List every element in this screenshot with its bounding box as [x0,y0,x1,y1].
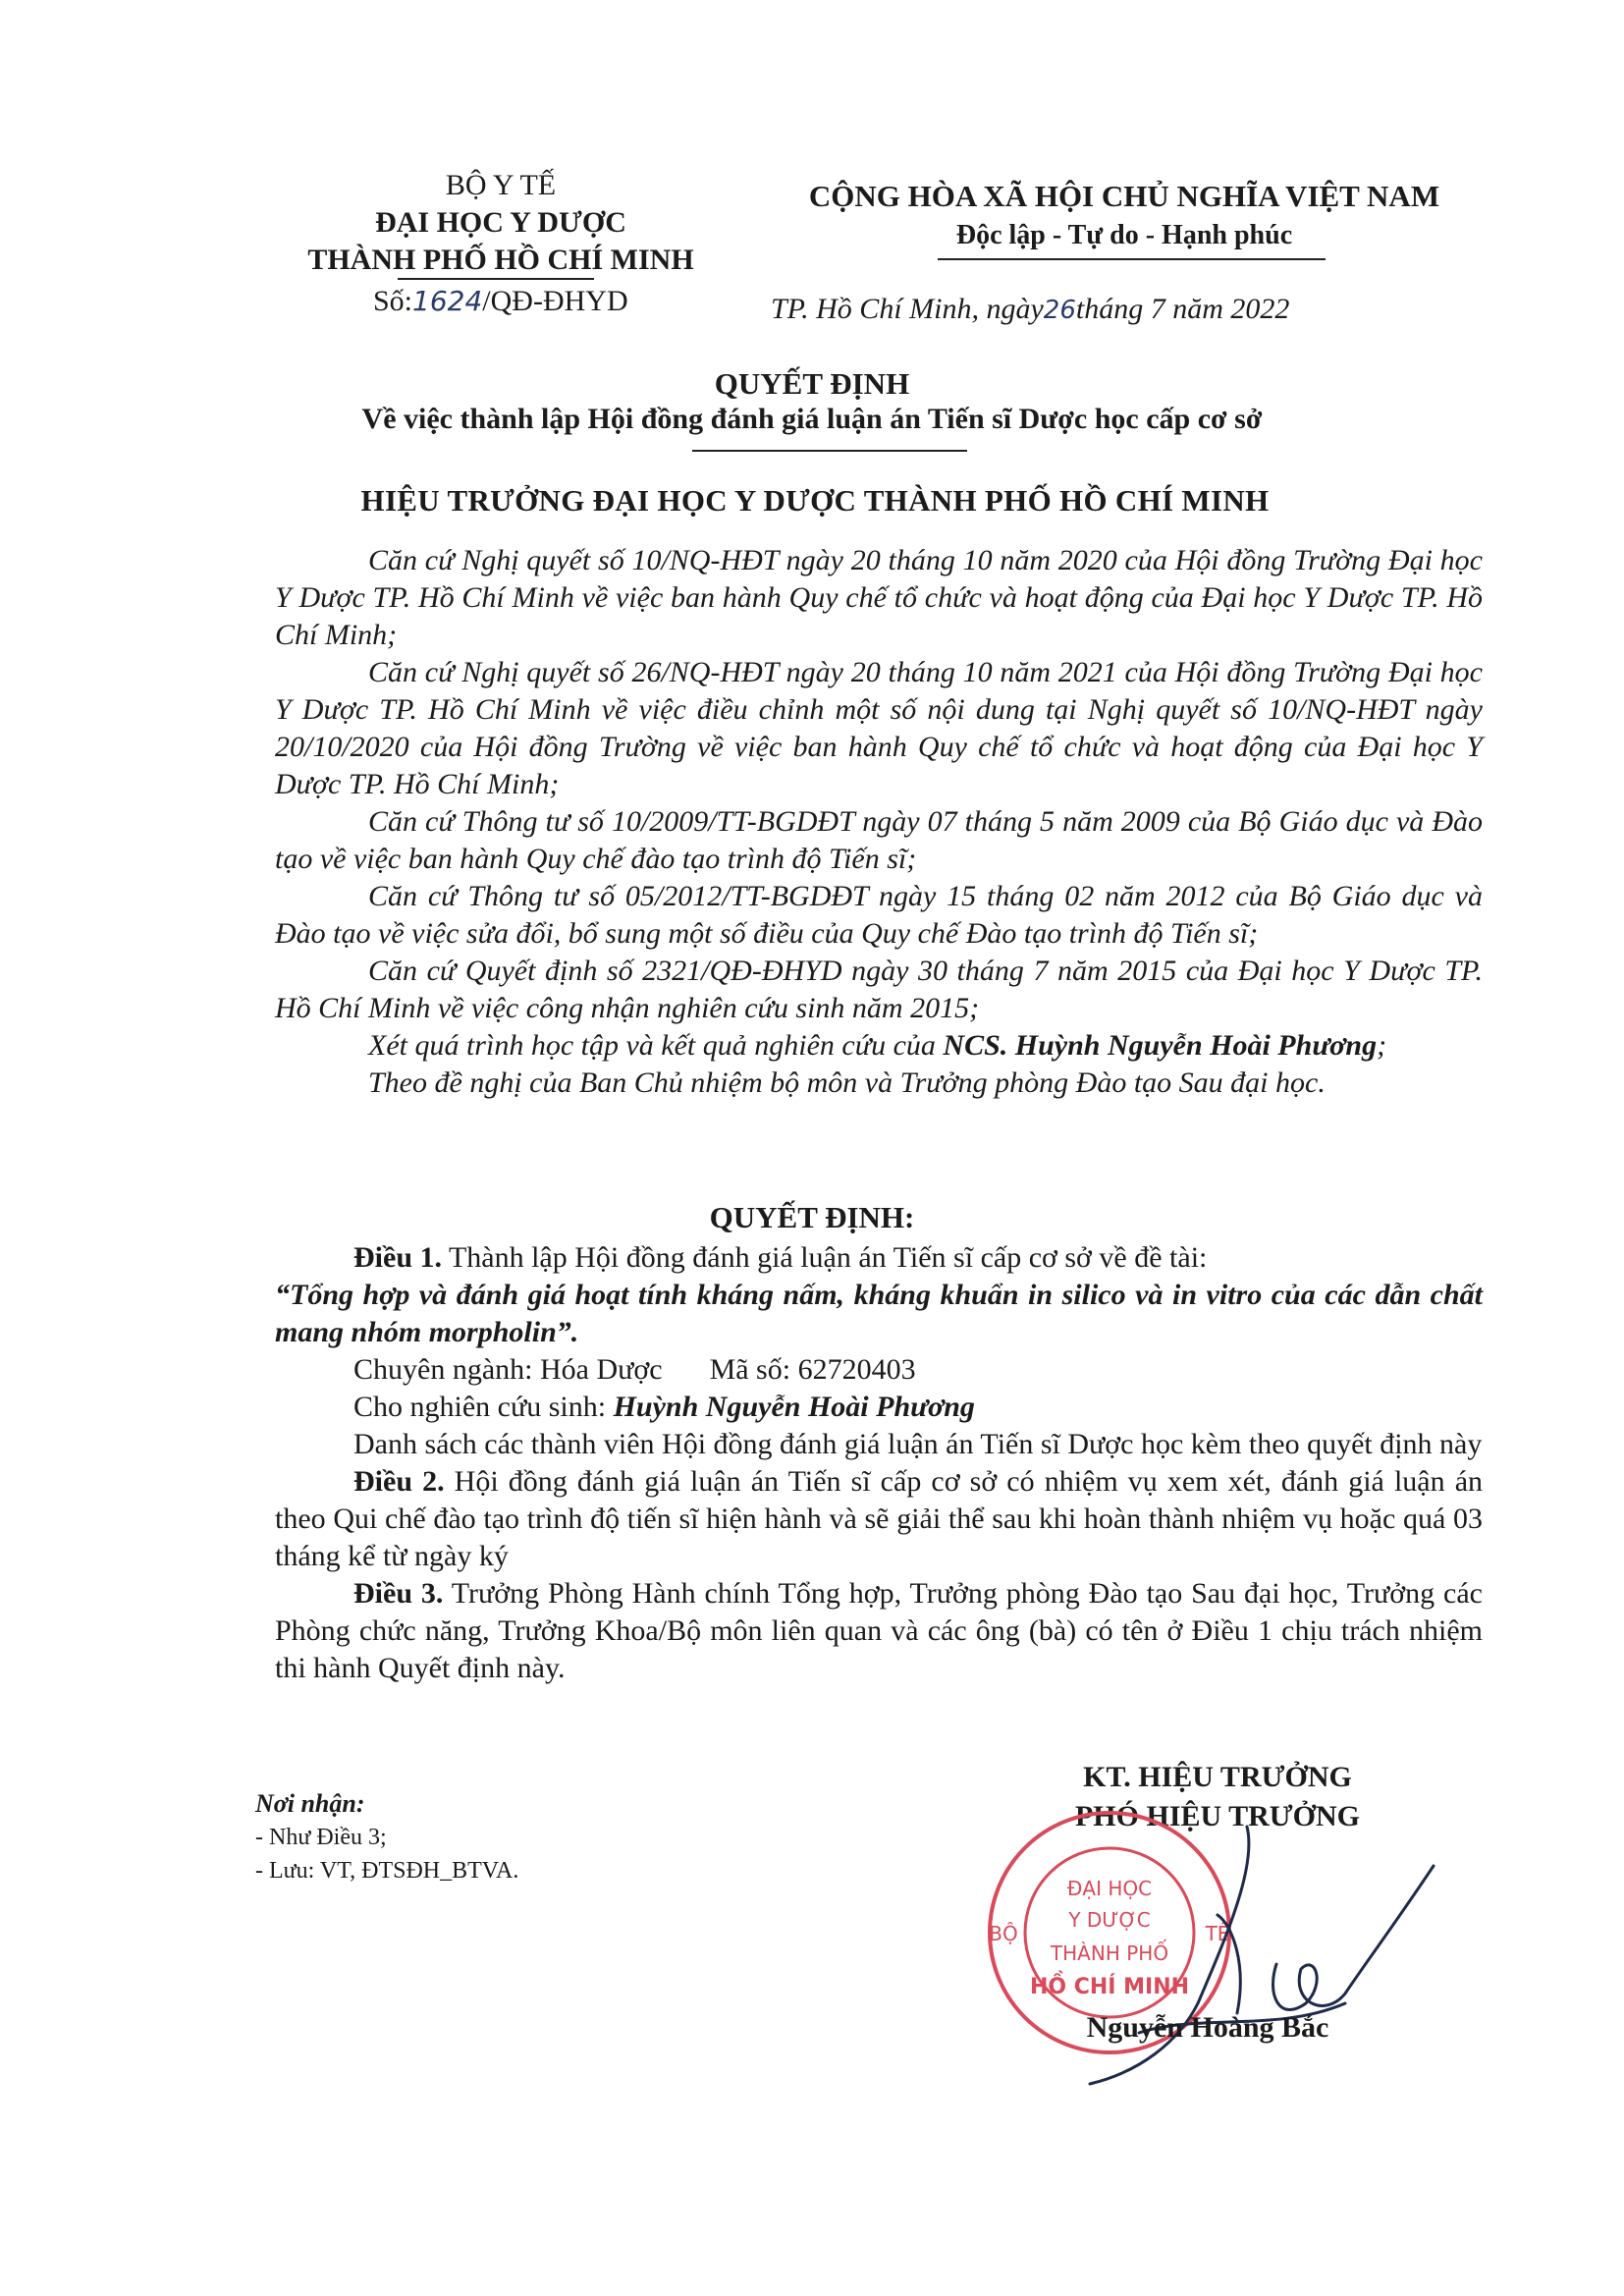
signer-name: Nguyễn Hoàng Bắc [1086,2011,1329,2044]
date-suffix: tháng 7 năm 2022 [1075,293,1290,325]
article-2-label: Điều 2. [353,1465,445,1498]
legal-basis-4: Căn cứ Thông tư số 05/2012/TT-BGDĐT ngày 15 tháng 02 năm 2012 của Bộ Giáo dục và Đào tạo về việc sửa đổi, bổ sung một số điều của Quy chế Đào tạo trình độ Tiến sĩ; [275,880,1483,950]
candidate-name: Huỳnh Nguyễn Hoài Phương [613,1391,975,1423]
nation-name: CỘNG HÒA XÃ HỘI CHỦ NGHĨA VIỆT NAM [808,179,1440,213]
seal-right-text: TẾ [1205,1922,1230,1945]
major-code: Mã số: 62720403 [709,1353,916,1386]
university-name-line1: ĐẠI HỌC Y DƯỢC [375,206,626,239]
document-number [373,285,668,318]
ministry-name: BỘ Y TẾ [445,169,557,201]
candidate-line [275,1389,1483,1426]
decision-section-heading: QUYẾT ĐỊNH: [709,1200,915,1234]
articles [275,1239,1483,1687]
seal-line-3: THÀNH PHỐ [1050,1941,1169,1965]
motto-underline [938,258,1326,260]
national-motto: Độc lập - Tự do - Hạnh phúc [955,220,1293,250]
consideration [275,1027,1483,1065]
signature-title-2: PHÓ HIỆU TRƯỞNG [1074,1800,1361,1832]
article-3-text: Trưởng Phòng Hành chính Tổng hợp, Trưởng phòng Đào tạo Sau đại học, Trưởng các Phòng chức năng, Trưởng Khoa/Bộ môn liên quan và các ông (bà) có tên ở Điều 1 chịu trách nhiệm thi hành Quyết định này. [275,1577,1483,1684]
recipient-item: - Lưu: VT, ĐTSĐH_BTVA. [255,1858,519,1884]
decision-heading: QUYẾT ĐỊNH [714,366,910,401]
university-name-line2: THÀNH PHỐ HỒ CHÍ MINH [307,244,694,276]
preamble [275,542,1483,1102]
issuer-underline [398,278,594,280]
recipients-title: Nơi nhận: [255,1789,365,1818]
date-prefix: TP. Hồ Chí Minh, ngày [771,293,1044,325]
seal-line-2: Y DƯỢC [1068,1908,1151,1932]
article-3 [275,1575,1483,1687]
article-3-label: Điều 3. [353,1577,444,1610]
handwritten-signature [1021,1807,1443,2092]
major-label: Chuyên ngành: Hóa Dược [353,1353,663,1386]
legal-basis-2: Căn cứ Nghị quyết số 26/NQ-HĐT ngày 20 tháng 10 năm 2021 của Hội đồng Trường Đại học Y Dược TP. Hồ Chí Minh về việc điều chỉnh một số nội dung tại Nghị quyết số 10/NQ-HĐT ngày 20/10/2020 của Hội đồng Trường về việc ban hành Quy chế tổ chức và hoạt động của Đại học Y Dược TP. Hồ Chí Minh; [275,656,1483,800]
legal-basis-5: Căn cứ Quyết định số 2321/QĐ-ĐHYD ngày 30 tháng 7 năm 2015 của Đại học Y Dược TP. Hồ Chí Minh về việc công nhận nghiên cứu sinh năm 2015; [275,955,1483,1024]
candidate-label: Cho nghiên cứu sinh: [353,1391,614,1423]
signature-title-1: KT. HIỆU TRƯỞNG [1083,1761,1352,1793]
recipient-item: - Như Điều 3; [255,1825,387,1850]
subject-underline [692,450,967,452]
article-1-text: Thành lập Hội đồng đánh giá luận án Tiến sĩ cấp cơ sở về đề tài: [442,1241,1208,1274]
decision-subject: Về việc thành lập Hội đồng đánh giá luận án Tiến sĩ Dược học cấp cơ sở [361,403,1263,435]
recipients-block [255,1787,746,1887]
major-line [275,1351,1483,1389]
thesis-topic: “Tổng hợp và đánh giá hoạt tính kháng nấm, kháng khuẩn in silico và in vitro của các dẫn chất mang nhóm morpholin”. [275,1279,1483,1348]
issuer-block [265,167,736,279]
legal-basis-1: Căn cứ Nghị quyết số 10/NQ-HĐT ngày 20 tháng 10 năm 2020 của Hội đồng Trường Đại học Y Dược TP. Hồ Chí Minh về việc ban hành Quy chế tổ chức và hoạt động của Đại học Y Dược TP. Hồ Chí Minh; [275,544,1483,651]
member-list-note: Danh sách các thành viên Hội đồng đánh giá luận án Tiến sĩ Dược học kèm theo quyết định này [353,1428,1483,1460]
doc-number-suffix: /QĐ-ĐHYD [482,285,628,317]
national-header [746,177,1502,255]
doc-number-handwritten: 1624 [412,285,483,317]
legal-basis-3: Căn cứ Thông tư số 10/2009/TT-BGDĐT ngày 07 tháng 5 năm 2009 của Bộ Giáo dục và Đào tạo về việc ban hành Quy chế đào tạo trình độ Tiến sĩ; [275,805,1483,875]
seal-line-4: HỒ CHÍ MINH [1029,1975,1190,1999]
seal-line-1: ĐẠI HỌC [1066,1877,1153,1900]
proposal: Theo đề nghị của Ban Chủ nhiệm bộ môn và Trưởng phòng Đào tạo Sau đại học. [368,1066,1326,1099]
article-2-text: Hội đồng đánh giá luận án Tiến sĩ cấp cơ sở có nhiệm vụ xem xét, đánh giá luận án theo Qui chế đào tạo trình độ tiến sĩ hiện hành và sẽ giải thể sau khi hoàn thành nhiệm vụ hoặc quá 03 tháng kể từ ngày ký [275,1465,1484,1572]
seal-left-text: BỘ [989,1922,1018,1945]
date-day-handwritten: 26 [1043,296,1076,325]
consideration-suffix: ; [1377,1029,1387,1062]
consideration-prefix: Xét quá trình học tập và kết quả nghiên cứu của [368,1029,944,1062]
doc-number-prefix: Số: [373,285,413,317]
article-2 [275,1463,1483,1575]
candidate-bold: NCS. Huỳnh Nguyễn Hoài Phương [943,1029,1378,1062]
place-date [771,293,1478,326]
article-1 [275,1239,1483,1277]
article-1-label: Điều 1. [353,1241,442,1274]
issuing-authority: HIỆU TRƯỞNG ĐẠI HỌC Y DƯỢC THÀNH PHỐ HỒ CHÍ MINH [360,483,1270,518]
